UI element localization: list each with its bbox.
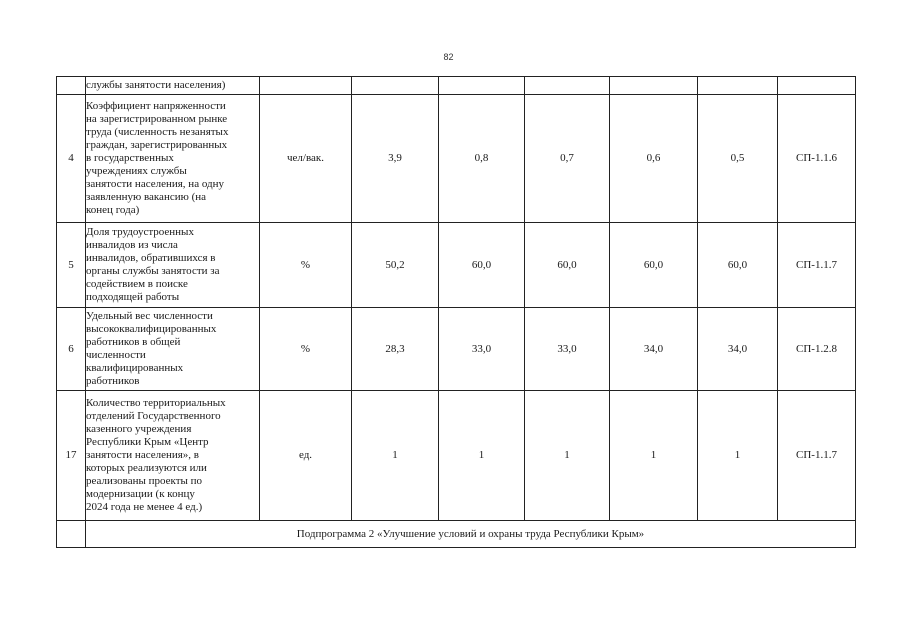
value-cell: 0,6 [610, 95, 698, 223]
code-cell [778, 77, 856, 95]
unit-cell [260, 77, 352, 95]
indicator-name: Доля трудоустроенных инвалидов из числа инвалидов, обратившихся в органы службы занятости за содействием в поиске подходящей работы [86, 223, 260, 308]
value-cell [439, 77, 525, 95]
table-row [57, 95, 856, 223]
code-cell: СП-1.2.8 [778, 308, 856, 391]
code-cell: СП-1.1.7 [778, 223, 856, 308]
subprogram-title: Подпрограмма 2 «Улучшение условий и охраны труда Республики Крым» [86, 521, 856, 548]
value-cell: 34,0 [698, 308, 778, 391]
indicators-table [56, 76, 856, 548]
table-row [57, 77, 856, 95]
indicator-name: Коэффициент напряженности на зарегистрированном рынке труда (численность незанятых граждан, зарегистрированных в государственных учреждениях службы занятости населения, на одну заявленную вакансию (на конец года) [86, 95, 260, 223]
value-cell [698, 77, 778, 95]
row-number: 5 [57, 223, 86, 308]
value-cell: 60,0 [439, 223, 525, 308]
value-cell: 0,7 [525, 95, 610, 223]
unit-cell: % [260, 308, 352, 391]
indicator-name: Удельный вес численности высококвалифицированных работников в общей численности квалифицированных работников [86, 308, 260, 391]
value-cell [525, 77, 610, 95]
value-cell: 0,5 [698, 95, 778, 223]
code-cell: СП-1.1.7 [778, 391, 856, 521]
value-cell: 28,3 [352, 308, 439, 391]
value-cell: 60,0 [525, 223, 610, 308]
value-cell: 33,0 [439, 308, 525, 391]
unit-cell: ед. [260, 391, 352, 521]
indicator-name: Количество территориальных отделений Государственного казенного учреждения Республики Крым «Центр занятости населения», в которых реализуются или реализованы проекты по модернизации (к концу 2024 года не менее 4 ед.) [86, 391, 260, 521]
row-number: 4 [57, 95, 86, 223]
value-cell: 1 [352, 391, 439, 521]
unit-cell: чел/вак. [260, 95, 352, 223]
value-cell: 1 [525, 391, 610, 521]
value-cell: 0,8 [439, 95, 525, 223]
value-cell: 1 [439, 391, 525, 521]
value-cell: 60,0 [698, 223, 778, 308]
code-cell: СП-1.1.6 [778, 95, 856, 223]
value-cell: 1 [610, 391, 698, 521]
table-row [57, 308, 856, 391]
row-number: 6 [57, 308, 86, 391]
row-number [57, 77, 86, 95]
table-row [57, 223, 856, 308]
indicator-name: службы занятости населения) [86, 77, 260, 95]
page-number: 82 [443, 52, 454, 62]
table-row [57, 391, 856, 521]
row-number: 17 [57, 391, 86, 521]
value-cell [610, 77, 698, 95]
value-cell: 60,0 [610, 223, 698, 308]
unit-cell: % [260, 223, 352, 308]
value-cell: 3,9 [352, 95, 439, 223]
value-cell: 50,2 [352, 223, 439, 308]
value-cell [352, 77, 439, 95]
value-cell: 34,0 [610, 308, 698, 391]
subprogram-row [57, 521, 856, 548]
value-cell: 1 [698, 391, 778, 521]
value-cell: 33,0 [525, 308, 610, 391]
row-number [57, 521, 86, 548]
